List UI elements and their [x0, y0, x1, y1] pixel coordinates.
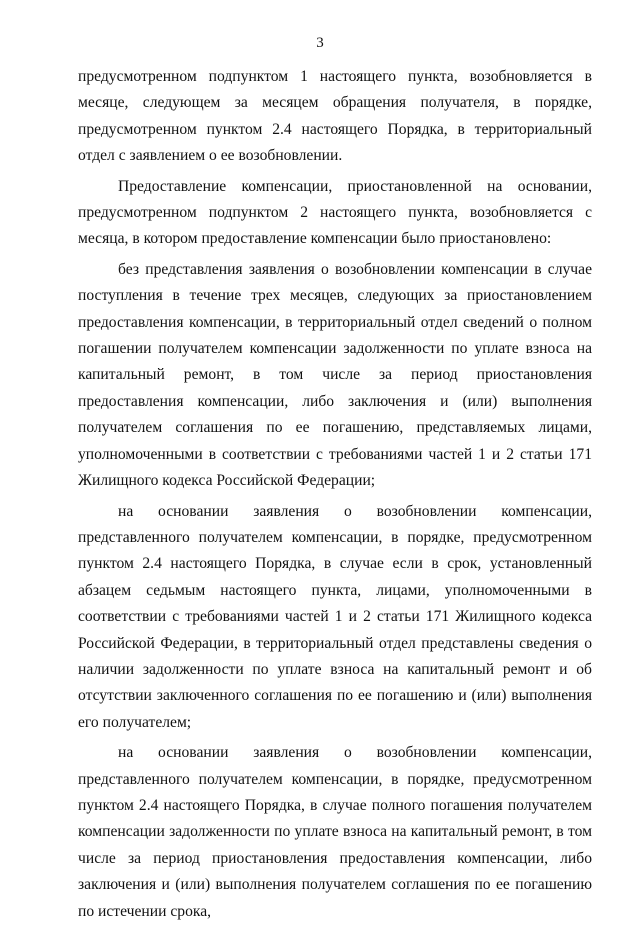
paragraph-continuation: предусмотренном подпунктом 1 настоящего пункта, возобновляется в месяце, следующем за месяцем обращения получателя, в порядке, предусмотренном пунктом 2.4 настоящего Порядка, в территориальный отдел с заявлением о ее возобновлении. — [78, 68, 592, 165]
paragraph-without-application: без представления заявления о возобновлении компенсации в случае поступления в течение трех месяцев, следующих за приостановлением предоставления компенсации, в территориальный отдел сведений о полном погашении получателем компенсации задолженности по уплате взноса на капитальный ремонт, в том числе за период приостановления предоставления компенсации, либо заключения и (или) выполнения получателем соглашения по ее погашению, представляемых лицами, уполномоченными в соответствии с требованиями частей 1 и 2 статьи 171 Жилищного кодекса Российской Федерации; — [78, 260, 592, 490]
paragraph-resumption-basis: Предоставление компенсации, приостановленной на основании, предусмотренном подпунктом 2 настоящего пункта, возобновляется с месяца, в котором предоставление компенсации было приостановлено: — [78, 177, 592, 248]
page-number: 3 — [316, 35, 324, 51]
paragraph-application-debt-info: на основании заявления о возобновлении компенсации, представленного получателем компенсации, в порядке, предусмотренном пунктом 2.4 настоящего Порядка, в случае если в срок, установленный абзацем седьмым настоящего пункта, лицами, уполномоченными в соответствии с требованиями частей 1 и 2 статьи 171 Жилищного кодекса Российской Федерации, в территориальный отдел представлены сведения о наличии задолженности по уплате взноса на капитальный ремонт и об отсутствии заключенного соглашения по ее погашению и (или) выполнения его получателем; — [78, 502, 592, 731]
document-body — [78, 64, 592, 925]
paragraph-application-full-repayment: на основании заявления о возобновлении компенсации, представленного получателем компенсации, в порядке, предусмотренном пунктом 2.4 настоящего Порядка, в случае полного погашения получателем компенсации задолженности по уплате взноса на капитальный ремонт, в том числе за период приостановления предоставления компенсации, либо заключения и (или) выполнения получателем соглашения по ее погашению по истечении срока, — [78, 744, 592, 920]
